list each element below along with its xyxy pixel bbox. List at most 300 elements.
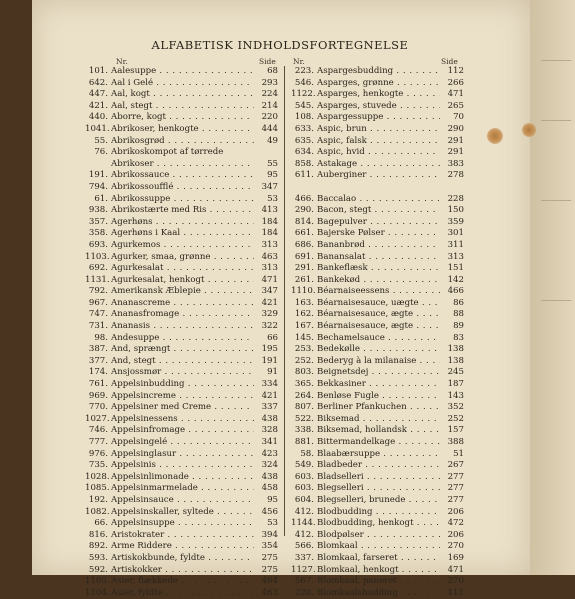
entry-number: 1041. <box>85 123 110 134</box>
index-entry <box>85 541 278 553</box>
entry-number: 1105. <box>85 576 110 587</box>
index-entry <box>85 252 278 264</box>
entry-page: 86 <box>453 297 464 308</box>
entry-number: 969. <box>88 390 108 401</box>
entry-page: 142 <box>447 274 464 285</box>
entry-page: 275 <box>261 564 278 575</box>
index-entry <box>85 147 278 159</box>
entry-name: Asparges, grønne . . . <box>317 78 440 90</box>
entry-page: 275 <box>261 552 278 563</box>
entry-page: 68 <box>267 66 278 76</box>
entry-number: 814. <box>294 216 314 227</box>
entry-page: 187 <box>447 379 464 390</box>
entry-name: And, stegt . . . <box>111 356 254 368</box>
entry-page: 334 <box>261 379 278 390</box>
entry-name: Appelsinis . . . <box>111 460 254 472</box>
entry-page: 359 <box>447 216 464 227</box>
entry-number: 145. <box>294 332 314 343</box>
entry-number: 387. <box>88 344 108 355</box>
entry-page: 423 <box>261 448 278 459</box>
entry-name: Auberginer . . . <box>317 170 440 182</box>
entry-name: Blodbudding . . . <box>317 507 440 519</box>
entry-number: 546. <box>294 77 314 88</box>
index-entry <box>291 309 464 321</box>
entry-page: 111 <box>447 587 464 598</box>
entry-name: Astakage . . . <box>317 159 440 171</box>
entry-number: 731. <box>88 321 108 332</box>
entry-page: 66 <box>267 332 278 343</box>
entry-page: 466 <box>447 286 464 297</box>
entry-name: Bladselleri . . . <box>317 472 440 484</box>
index-entry <box>85 402 278 414</box>
entry-number: 686. <box>294 239 314 250</box>
entry-page: 458 <box>261 483 278 494</box>
entry-page: 337 <box>261 402 278 413</box>
entry-name: Asier, flækkede . . . <box>111 576 254 588</box>
index-entry <box>291 124 464 136</box>
entry-number: 858. <box>294 158 314 169</box>
index-entry <box>85 217 278 229</box>
entry-page: 413 <box>261 205 278 216</box>
index-entry <box>291 565 464 577</box>
entry-name: Blegselleri . . . <box>317 483 440 495</box>
entry-page: 313 <box>447 251 464 262</box>
entry-name: Berliner Pfankuchen . . . <box>317 402 440 414</box>
entry-number: 412. <box>294 529 314 540</box>
entry-page: 463 <box>261 251 278 262</box>
entry-name: Aspargesbudding . . . <box>317 66 440 78</box>
entry-name: Artiskokker . . . <box>111 565 254 577</box>
index-entry <box>85 425 278 437</box>
entry-name: Appelsinmarmelade . . . <box>111 483 254 495</box>
index-entry <box>291 263 464 275</box>
entry-number: 1028. <box>85 471 110 482</box>
entry-page: 195 <box>261 344 278 355</box>
entry-number: 611. <box>294 170 314 181</box>
index-entry <box>85 449 278 461</box>
entry-name: Agurker, smaa, grønne . . . <box>111 252 254 264</box>
entry-number: 592. <box>88 564 108 575</box>
entry-name: Blomkaal, paneret . . . <box>317 576 440 588</box>
entry-name: Béarnaisesauce, uægte . . . <box>317 298 440 310</box>
index-entry <box>291 425 464 437</box>
entry-page: 150 <box>447 205 464 216</box>
index-entry <box>85 344 278 356</box>
index-entry <box>85 321 278 333</box>
index-entry <box>291 576 464 588</box>
entry-number: 55. <box>94 135 108 146</box>
entry-page: 49 <box>267 135 278 146</box>
entry-page: 138 <box>447 344 464 355</box>
entry-page: 471 <box>261 274 278 285</box>
entry-number: 634. <box>294 147 314 158</box>
entry-page: 157 <box>447 425 464 436</box>
entry-page: 301 <box>447 228 464 239</box>
entry-name: Blegselleri, brunede . . . <box>317 495 440 507</box>
entry-number: 803. <box>294 367 314 378</box>
entry-number: 98. <box>94 332 108 343</box>
entry-number: 264. <box>294 390 314 401</box>
entry-name: Béarnaisesauce, ægte . . . <box>317 309 440 321</box>
entry-name: Bechamelsauce . . . <box>317 333 440 345</box>
entry-number: 567. <box>294 576 314 587</box>
index-entry <box>85 182 278 194</box>
entry-number: 61. <box>94 193 108 204</box>
entry-name: Appelsinlimonade . . . <box>111 472 254 484</box>
entry-number: 191. <box>88 170 108 181</box>
entry-name: Abrikoser . . . <box>111 159 254 171</box>
entry-page: 278 <box>447 170 464 181</box>
entry-page: 270 <box>447 541 464 552</box>
entry-page: 252 <box>447 413 464 424</box>
entry-number: 777. <box>88 437 108 447</box>
stain-mark <box>487 128 503 144</box>
entry-number: 253. <box>294 344 314 355</box>
entry-name: Bekkasiner . . . <box>317 379 440 391</box>
entry-page: 53 <box>267 193 278 204</box>
entry-name: Appelsinessens . . . <box>111 414 254 426</box>
entry-number: 66. <box>94 518 108 529</box>
index-entry <box>85 495 278 507</box>
entry-number: 337. <box>294 552 314 563</box>
entry-page: 313 <box>261 263 278 274</box>
index-column-right <box>291 66 464 599</box>
entry-page: 89 <box>453 321 464 332</box>
entry-number: 1103. <box>85 251 110 262</box>
entry-page: 329 <box>261 309 278 320</box>
entry-number: 192. <box>88 494 108 505</box>
entry-page: 472 <box>447 518 464 529</box>
entry-name: Aalesuppe . . . <box>111 66 254 78</box>
entry-page: 206 <box>447 506 464 517</box>
entry-number: 291. <box>294 263 314 274</box>
entry-name: Agurkemos . . . <box>111 240 254 252</box>
entry-name: Bagepulver . . . <box>317 217 440 229</box>
entry-page: 324 <box>261 460 278 471</box>
entry-name: Asparges, stuvede . . . <box>317 101 440 113</box>
entry-page: 70 <box>453 112 464 123</box>
index-entry <box>291 367 464 379</box>
entry-page: 53 <box>267 518 278 529</box>
entry-name: Bankekød . . . <box>317 275 440 287</box>
index-entry <box>291 356 464 368</box>
page-title: ALFABETISK INDHOLDSFORTEGNELSE <box>151 38 409 52</box>
index-entry <box>85 576 278 588</box>
entry-number: 691. <box>294 251 314 262</box>
entry-page: 354 <box>261 541 278 552</box>
entry-page: 191 <box>261 355 278 366</box>
entry-page: 220 <box>261 112 278 123</box>
entry-name: Aspic, falsk . . . <box>317 136 440 148</box>
entry-name: Ansjossmør . . . <box>111 367 254 379</box>
entry-page: 291 <box>447 147 464 158</box>
entry-name: Asparges, henkogte . . . <box>317 89 440 101</box>
section-gap <box>291 182 464 194</box>
index-entry <box>85 101 278 113</box>
index-entry <box>291 321 464 333</box>
index-entry <box>85 89 278 101</box>
index-entry <box>85 588 278 599</box>
entry-name: Banansalat . . . <box>317 252 440 264</box>
entry-name: Bedekølle . . . <box>317 344 440 356</box>
entry-page: 394 <box>261 529 278 540</box>
entry-page: 206 <box>447 529 464 540</box>
entry-number: 1082. <box>85 506 110 517</box>
entry-number: 101. <box>88 66 108 76</box>
entry-number: 261. <box>294 274 314 285</box>
entry-number: 252. <box>294 355 314 366</box>
entry-name: Abrikossuppe . . . <box>111 194 254 206</box>
entry-page: 290 <box>447 123 464 134</box>
entry-name: Abrikoser, henkogte . . . <box>111 124 254 136</box>
entry-number: 1027. <box>85 413 110 424</box>
index-entry <box>85 437 278 449</box>
entry-name: Aal, stegt . . . <box>111 101 254 113</box>
entry-page: 464 <box>261 576 278 587</box>
index-entry <box>85 309 278 321</box>
entry-number: 167. <box>294 321 314 332</box>
adjacent-page <box>530 0 575 575</box>
entry-number: 593. <box>88 552 108 563</box>
index-entry <box>85 565 278 577</box>
index-entry <box>291 530 464 542</box>
entry-page: 438 <box>261 471 278 482</box>
entry-page: 138 <box>447 355 464 366</box>
index-entry <box>291 460 464 472</box>
index-entry <box>85 194 278 206</box>
entry-name: Blodpølser . . . <box>317 530 440 542</box>
stain-mark <box>522 123 536 137</box>
index-entry <box>291 194 464 206</box>
index-entry <box>291 507 464 519</box>
index-entry <box>85 170 278 182</box>
index-entry <box>291 437 464 449</box>
entry-page: 471 <box>447 564 464 575</box>
entry-page: 151 <box>447 263 464 274</box>
entry-number: 794. <box>88 181 108 192</box>
index-entry <box>291 333 464 345</box>
entry-name: And, sprængt . . . <box>111 344 254 356</box>
entry-name: Abrikostærte med Ris . . . <box>111 205 254 217</box>
entry-number: 603. <box>294 483 314 494</box>
index-entry <box>85 518 278 530</box>
index-entry <box>291 66 464 78</box>
index-entry <box>291 286 464 298</box>
entry-number: 1127. <box>291 564 316 575</box>
entry-page: 143 <box>447 390 464 401</box>
entry-page: 277 <box>447 494 464 505</box>
entry-number: 223. <box>294 66 314 76</box>
entry-name: Agurkesalat, henkogt . . . <box>111 275 254 287</box>
column-divider <box>284 66 285 536</box>
entry-number: 633. <box>294 123 314 134</box>
entry-number: 365. <box>294 379 314 390</box>
index-entry <box>85 286 278 298</box>
entry-name: Bederyg à la milanaise . . . <box>317 356 440 368</box>
index-entry <box>291 483 464 495</box>
index-entry <box>291 379 464 391</box>
entry-number: 735. <box>88 460 108 471</box>
entry-number: 661. <box>294 228 314 239</box>
index-entry <box>85 124 278 136</box>
entry-name: Ananascreme . . . <box>111 298 254 310</box>
entry-page: 95 <box>267 170 278 181</box>
index-entry <box>291 101 464 113</box>
index-entry <box>85 275 278 287</box>
entry-number: 642. <box>88 77 108 88</box>
index-entry <box>85 78 278 90</box>
index-entry <box>291 159 464 171</box>
entry-page: 91 <box>267 367 278 378</box>
index-entry <box>85 379 278 391</box>
entry-page: 444 <box>261 123 278 134</box>
entry-name: Bacon, stegt . . . <box>317 205 440 217</box>
entry-name: Ananasfromage . . . <box>111 309 254 321</box>
entry-number: 447. <box>88 89 108 100</box>
index-entry <box>85 333 278 345</box>
entry-name: Aspic, hvid . . . <box>317 147 440 159</box>
index-entry <box>85 530 278 542</box>
entry-page: 383 <box>447 158 464 169</box>
index-entry <box>291 414 464 426</box>
entry-name: Aristokrater . . . <box>111 530 254 542</box>
entry-number: 692. <box>88 263 108 274</box>
entry-number: 816. <box>88 529 108 540</box>
entry-page: 347 <box>261 286 278 297</box>
entry-name: Bajerske Pølser . . . <box>317 228 440 240</box>
entry-number: 522. <box>294 413 314 424</box>
entry-page: 88 <box>453 309 464 320</box>
entry-page: 293 <box>261 77 278 88</box>
entry-name: Abrikossoufflé . . . <box>111 182 254 194</box>
entry-name: Appelsinbudding . . . <box>111 379 254 391</box>
entry-name: Abrikosgrød . . . <box>111 136 254 148</box>
entry-number: 549. <box>294 460 314 471</box>
entry-number: 357. <box>88 216 108 227</box>
entry-name: Blomkaal, henkogt . . . <box>317 565 440 577</box>
entry-name: Asier, fyldte . . . <box>111 588 254 599</box>
entry-page: 95 <box>267 494 278 505</box>
entry-number: 807. <box>294 402 314 413</box>
index-entry <box>85 391 278 403</box>
index-entry <box>85 483 278 495</box>
entry-number: 440. <box>88 112 108 123</box>
index-entry <box>291 402 464 414</box>
entry-name: Agurkesalat . . . <box>111 263 254 275</box>
entry-number: 566. <box>294 541 314 552</box>
entry-number: 174. <box>88 367 108 378</box>
entry-page: 55 <box>267 158 278 169</box>
index-entry <box>291 553 464 565</box>
entry-page: 277 <box>447 483 464 494</box>
entry-name: Appelsinfromage . . . <box>111 425 254 437</box>
index-entry <box>85 460 278 472</box>
index-entry <box>85 263 278 275</box>
index-entry <box>85 298 278 310</box>
entry-page: 471 <box>447 89 464 100</box>
index-entry <box>291 391 464 403</box>
index-entry <box>291 228 464 240</box>
index-entry <box>85 136 278 148</box>
index-entry <box>291 78 464 90</box>
entry-name: Aspargessuppe . . . <box>317 112 440 124</box>
index-entry <box>85 553 278 565</box>
entry-name: Bladbeder . . . <box>317 460 440 472</box>
side-header-left: Side <box>259 57 276 66</box>
entry-page: 421 <box>261 297 278 308</box>
entry-page: 347 <box>261 181 278 192</box>
nr-header-left: Nr. <box>116 57 128 66</box>
entry-number: 967. <box>88 297 108 308</box>
entry-name: Appelsingelé . . . <box>111 437 254 449</box>
entry-number: 1144. <box>291 518 316 529</box>
entry-number: 290. <box>294 205 314 216</box>
entry-number: 421. <box>88 100 108 111</box>
index-entry <box>85 356 278 368</box>
entry-number: 1131. <box>85 274 110 285</box>
entry-name: Abrikoskompot af tørrede <box>111 147 224 158</box>
entry-number: 881. <box>294 437 314 447</box>
entry-name: Appelsinsuppe . . . <box>111 518 254 530</box>
entry-name: Amerikansk Æblepie . . . <box>111 286 254 298</box>
entry-number: 466. <box>294 193 314 204</box>
entry-page: 245 <box>447 367 464 378</box>
entry-name: Ananasis . . . <box>111 321 254 333</box>
entry-page: 291 <box>447 135 464 146</box>
index-entry <box>85 472 278 484</box>
entry-page: 311 <box>447 239 464 250</box>
index-entry <box>291 518 464 530</box>
entry-name: Bananbrød . . . <box>317 240 440 252</box>
entry-page: 277 <box>447 471 464 482</box>
nr-header-right: Nr. <box>293 57 305 66</box>
entry-name: Artiskokbunde, fyldte . . . <box>111 553 254 565</box>
entry-page: 322 <box>261 321 278 332</box>
index-entry <box>291 588 464 599</box>
index-entry <box>85 367 278 379</box>
entry-number: 604. <box>294 494 314 505</box>
entry-number: 412. <box>294 506 314 517</box>
entry-page: 265 <box>447 100 464 111</box>
entry-page: 438 <box>261 413 278 424</box>
index-entry <box>291 136 464 148</box>
index-entry <box>85 507 278 519</box>
index-entry <box>291 112 464 124</box>
entry-page: 184 <box>261 228 278 239</box>
entry-page: 270 <box>447 576 464 587</box>
entry-name: Bankeflæsk . . . <box>317 263 440 275</box>
index-entry <box>291 472 464 484</box>
entry-name: Béarnaisesauce, ægte . . . <box>317 321 440 333</box>
index-entry <box>291 541 464 553</box>
entry-name: Blomkaal, farseret . . . <box>317 553 440 565</box>
entry-name: Blodbudding, henkogt . . . <box>317 518 440 530</box>
entry-name: Aspic, brun . . . <box>317 124 440 136</box>
entry-name: Appelsincreme . . . <box>111 391 254 403</box>
entry-page: 214 <box>261 100 278 111</box>
entry-name: Aal i Gelé . . . <box>111 78 254 90</box>
entry-page: 112 <box>447 66 464 76</box>
entry-number: 635. <box>294 135 314 146</box>
index-entry <box>85 240 278 252</box>
entry-name: Appelsinglasur . . . <box>111 449 254 461</box>
entry-page: 388 <box>447 437 464 447</box>
entry-number: 58. <box>300 448 314 459</box>
entry-name: Arme Riddere . . . <box>111 541 254 553</box>
side-header-right: Side <box>441 57 458 66</box>
entry-name: Appelsinskaller, syltede . . . <box>111 507 254 519</box>
index-entry <box>291 449 464 461</box>
